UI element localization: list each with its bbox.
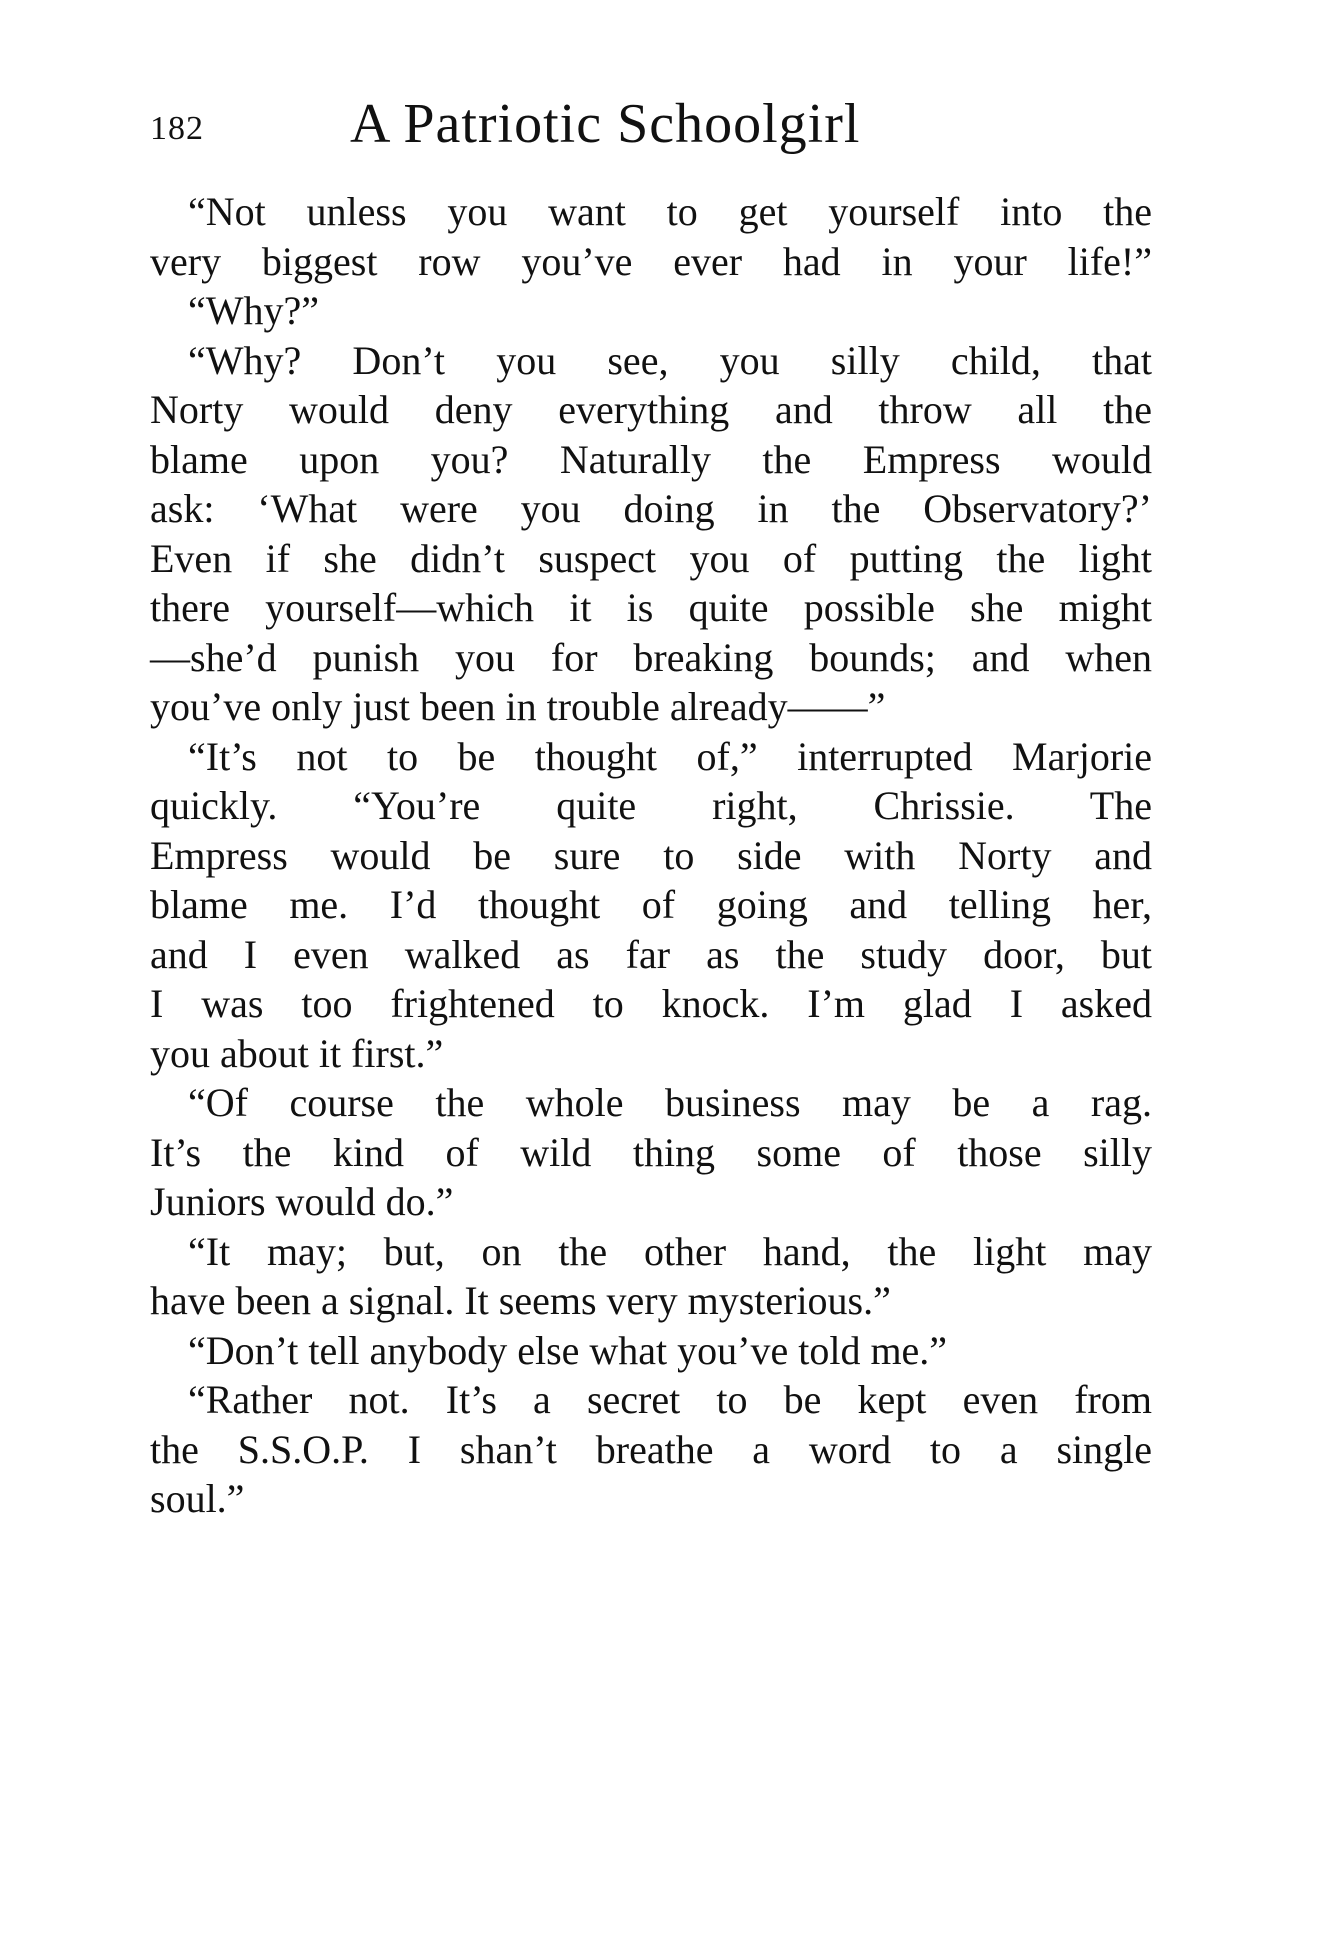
running-title: A Patriotic Schoolgirl [350,93,861,155]
text-line: “It’s not to be thought of,” interrupted Marjorie [188,733,1152,779]
running-head [150,92,1150,162]
text-line: “Of course the whole business may be a rag. [188,1080,1152,1125]
text-line: Norty would deny everything and throw all the [150,387,1152,432]
text-line: quickly. “You’re quite right, Chrissie. The [150,783,1152,828]
text-line: “Not unless you want to get yourself into the [188,189,1152,234]
text-line: “Rather not. It’s a secret to be kept even from [188,1377,1152,1422]
text-line: you’ve only just been in trouble already——” [150,684,886,729]
text-line: —she’d punish you for breaking bounds; and when [150,634,1152,680]
text-line: I was too frightened to knock. I’m glad I asked [150,981,1152,1026]
text-line: Even if she didn’t suspect you of putting the light [150,535,1152,581]
text-line: “Why? Don’t you see, you silly child, that [188,337,1152,383]
body-text [150,187,1152,1524]
text-line: “Don’t tell anybody else what you’ve told me.” [188,1327,948,1373]
text-line: there yourself—which it is quite possible she might [150,585,1152,630]
text-line: very biggest row you’ve ever had in your life!” [150,238,1152,284]
text-line: Juniors would do.” [150,1179,454,1224]
text-line: “It may; but, on the other hand, the light may [188,1228,1152,1274]
text-line: soul.” [150,1476,245,1521]
text-line: have been a signal. It seems very mysterious.” [150,1278,891,1323]
text-line: the S.S.O.P. I shan’t breathe a word to a single [150,1426,1152,1472]
text-line: “Why?” [188,288,320,333]
text-line: ask: ‘What were you doing in the Observatory?’ [150,486,1152,531]
page-number: 182 [150,110,204,147]
text-line: you about it first.” [150,1030,444,1076]
text-line: blame upon you? Naturally the Empress would [150,436,1152,482]
text-line: blame me. I’d thought of going and telling her, [150,882,1152,927]
text-line: Empress would be sure to side with Norty and [150,832,1152,878]
text-line: and I even walked as far as the study door, but [150,931,1152,977]
text-line: It’s the kind of wild thing some of those silly [150,1129,1152,1175]
